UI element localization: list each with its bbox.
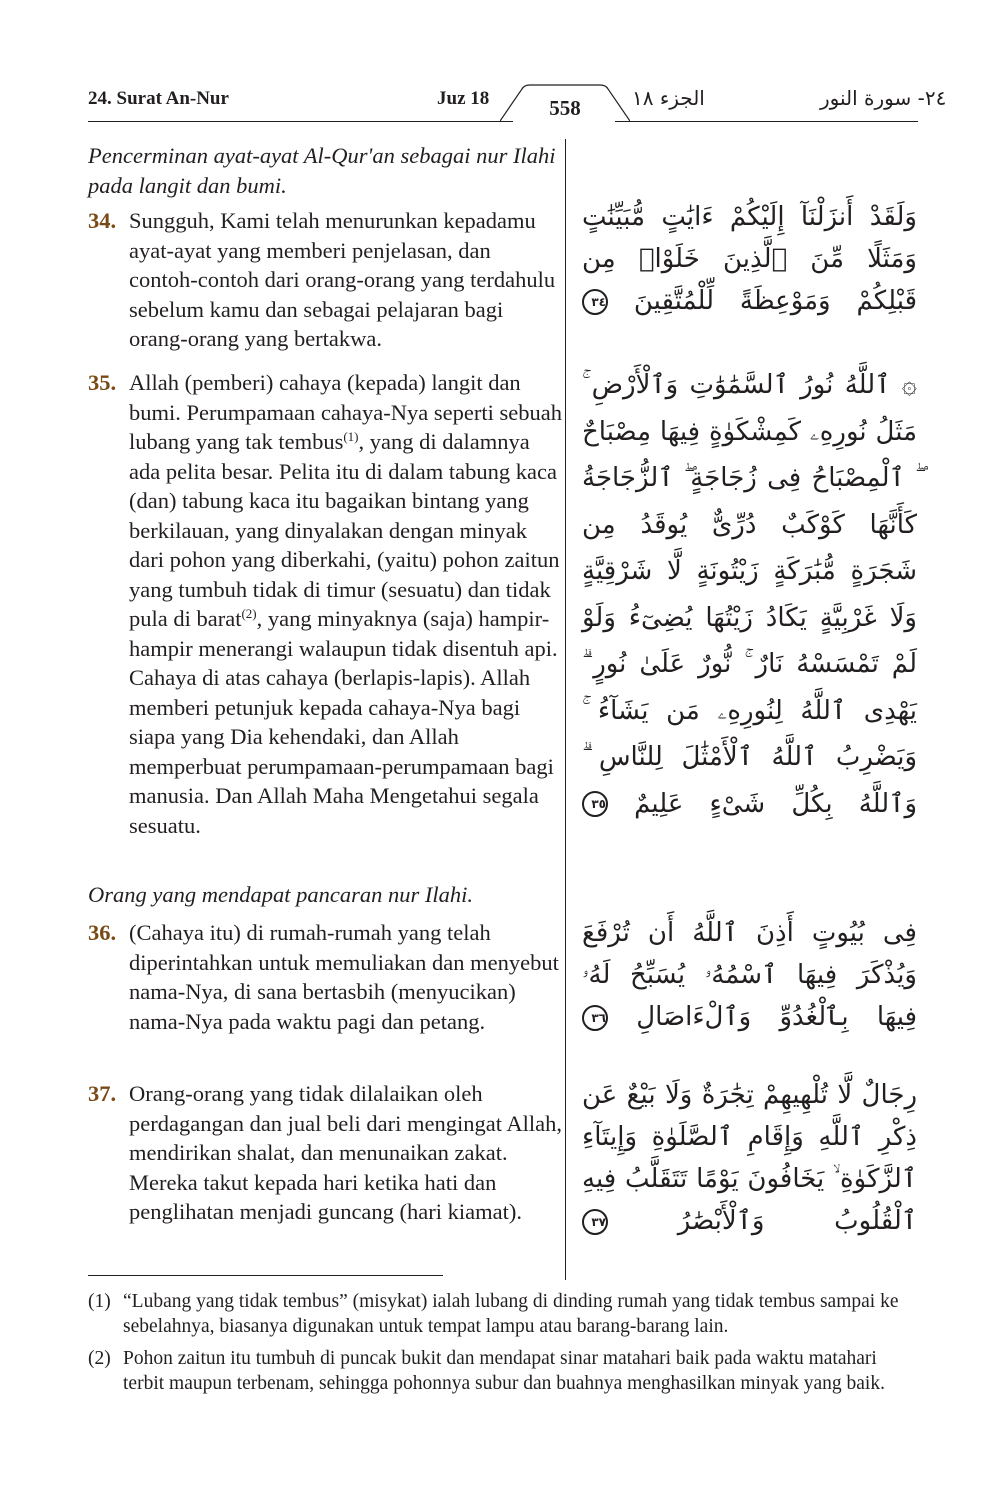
ayah-end-marker: ٣٦: [582, 1005, 608, 1031]
verse-text-part: , yang di dalamnya ada pelita besar. Pelita itu di dalam tabung kaca (dan) tabung kaca itu bagaikan bintang yang berkilauan, yang dinyalakan dengan minyak dari pohon yang diberkahi, (yaitu) pohon zaitun yang tumbuh tidak di timur (sesuatu) dan tidak pula di barat: [129, 429, 560, 631]
arabic-verse-34: [582, 196, 917, 322]
surah-title-latin: 24. Surat An-Nur: [88, 88, 229, 109]
surah-title-arabic: ٢٤- سورة النور: [820, 86, 947, 110]
arabic-verse-36: [582, 912, 917, 1038]
arabic-verse-text: رِجَالٌ لَّا تُلْهِيهِمْ تِجَٰرَةٌ وَلَا بَيْعٌ عَن ذِكْرِ ٱللَّهِ وَإِقَامِ ٱلصَّلَوٰةِ وَإِيتَآءِ ٱلزَّكَوٰةِ ۙ يَخَافُونَ يَوْمًا تَتَقَلَّبُ فِيهِ ٱلْقُلُوبُ وَٱلْأَبْصَٰرُ: [582, 1080, 917, 1236]
arabic-verse-text: ۞ ٱللَّهُ نُورُ ٱلسَّمَٰوَٰتِ وَٱلْأَرْضِ ۚ مَثَلُ نُورِهِۦ كَمِشْكَوٰةٍ فِيهَا مِصْبَاحٌ ۖ ٱلْمِصْبَاحُ فِى زُجَاجَةٍ ۖ ٱلزُّجَاجَةُ كَأَنَّهَا كَوْكَبٌ دُرِّىٌّ يُوقَدُ مِن شَجَرَةٍ مُّبَٰرَكَةٍ زَيْتُونَةٍ لَّا شَرْقِيَّةٍ وَلَا غَرْبِيَّةٍ يَكَادُ زَيْتُهَا يُضِىٓءُ وَلَوْ لَمْ تَمْسَسْهُ نَارٌ ۚ نُّورٌ عَلَىٰ نُورٍ ۗ يَهْدِى ٱللَّهُ لِنُورِهِۦ مَن يَشَآءُ ۚ وَيَضْرِبُ ٱللَّهُ ٱلْأَمْثَٰلَ لِلنَّاسِ ۗ وَٱللَّهُ بِكُلِّ شَىْءٍ عَلِيمٌ: [582, 370, 917, 819]
verse-translation: Sungguh, Kami telah menurunkan kepadamu ayat-ayat yang memberi penjelasan, dan contoh-contoh dari orang-orang yang terdahulu sebelum kamu dan sebagai pelajaran bagi orang-orang yang bertakwa.: [129, 208, 556, 351]
verse-translation: (Cahaya itu) di rumah-rumah yang telah diperintahkan untuk memuliakan dan menyebut nama-Nya, di sana bertasbih (menyucikan) nama-Nya pada waktu pagi dan petang.: [129, 920, 559, 1034]
verse-37: [88, 1079, 563, 1227]
column-divider: [565, 139, 566, 1280]
verse-number: 35.: [88, 370, 117, 395]
footnote-2: [88, 1346, 918, 1396]
header-rule-right: [615, 121, 918, 122]
section-heading: Pencerminan ayat-ayat Al-Qur'an sebagai nur Ilahi pada langit dan bumi.: [88, 143, 556, 198]
arabic-verse-37: [582, 1074, 917, 1242]
footnote-number: (1): [88, 1291, 111, 1312]
footnote-text: “Lubang yang tidak tembus” (misykat) ialah lubang di dinding rumah yang tidak tembus sampai ke sebelahnya, biasanya digunakan untuk tempat lampu atau barang-barang lain.: [123, 1291, 899, 1337]
verse-36: [88, 918, 563, 1036]
juz-label-latin: Juz 18: [437, 88, 490, 109]
section-heading: Orang yang mendapat pancaran nur Ilahi.: [88, 882, 473, 907]
juz-label-arabic: الجزء ١٨: [632, 86, 705, 110]
footnote-text: Pohon zaitun itu tumbuh di puncak bukit dan mendapat sinar matahari baik pada waktu matahari terbit maupun terbenam, sehingga pohonnya subur dan buahnya menghasilkan minyak yang baik.: [123, 1348, 885, 1394]
ayah-end-marker: ٣٧: [582, 1209, 608, 1235]
verse-35: [88, 368, 563, 840]
footnote-number: (2): [88, 1348, 111, 1369]
footnote-1: [88, 1289, 918, 1339]
verse-text-part: , yang minyaknya (saja) hampir-hampir menerangi walaupun tidak disentuh api. Cahaya di atas cahaya (berlapis-lapis). Allah memberi petunjuk kepada cahaya-Nya bagi siapa yang Dia kehendaki, dan Allah memperbuat perumpamaan-perumpamaan bagi manusia. Dan Allah Maha Mengetahui segala sesuatu.: [129, 606, 558, 838]
page-number: 558: [549, 96, 581, 120]
verse-number: 36.: [88, 920, 117, 945]
arabic-verse-text: فِى بُيُوتٍ أَذِنَ ٱللَّهُ أَن تُرْفَعَ وَيُذْكَرَ فِيهَا ٱسْمُهُۥ يُسَبِّحُ لَهُۥ فِيهَا بِٱلْغُدُوِّ وَٱلْءَاصَالِ: [582, 918, 917, 1032]
footnote-ref: (1): [343, 429, 359, 444]
verse-number: 34.: [88, 208, 117, 233]
footnote-ref: (2): [241, 606, 257, 621]
ayah-end-marker: ٣٤: [582, 289, 608, 315]
verse-translation: Orang-orang yang tidak dilalaikan oleh perdagangan dan jual beli dari mengingat Allah, mendirikan shalat, dan menunaikan zakat. Mereka takut kepada hari ketika hati dan penglihatan menjadi guncang (hari kiamat).: [129, 1081, 562, 1224]
header-rule-left: [88, 121, 513, 122]
footnote-rule: [88, 1275, 443, 1276]
ayah-end-marker: ٣٥: [582, 791, 608, 817]
arabic-verse-text: وَلَقَدْ أَنزَلْنَآ إِلَيْكُمْ ءَايَٰتٍ مُّبَيِّنَٰتٍ وَمَثَلًا مِّنَ ٱلَّذِينَ خَلَوْا۟ مِن قَبْلِكُمْ وَمَوْعِظَةً لِّلْمُتَّقِينَ: [582, 202, 918, 316]
verse-34: [88, 206, 563, 354]
arabic-verse-35: [582, 362, 917, 827]
verse-translation: [129, 368, 563, 840]
verse-text-part: Allah (pemberi) cahaya (kepada) langit dan bumi. Perumpamaan cahaya-Nya seperti sebuah lubang yang tak tembus: [129, 370, 562, 454]
verse-number: 37.: [88, 1081, 117, 1106]
